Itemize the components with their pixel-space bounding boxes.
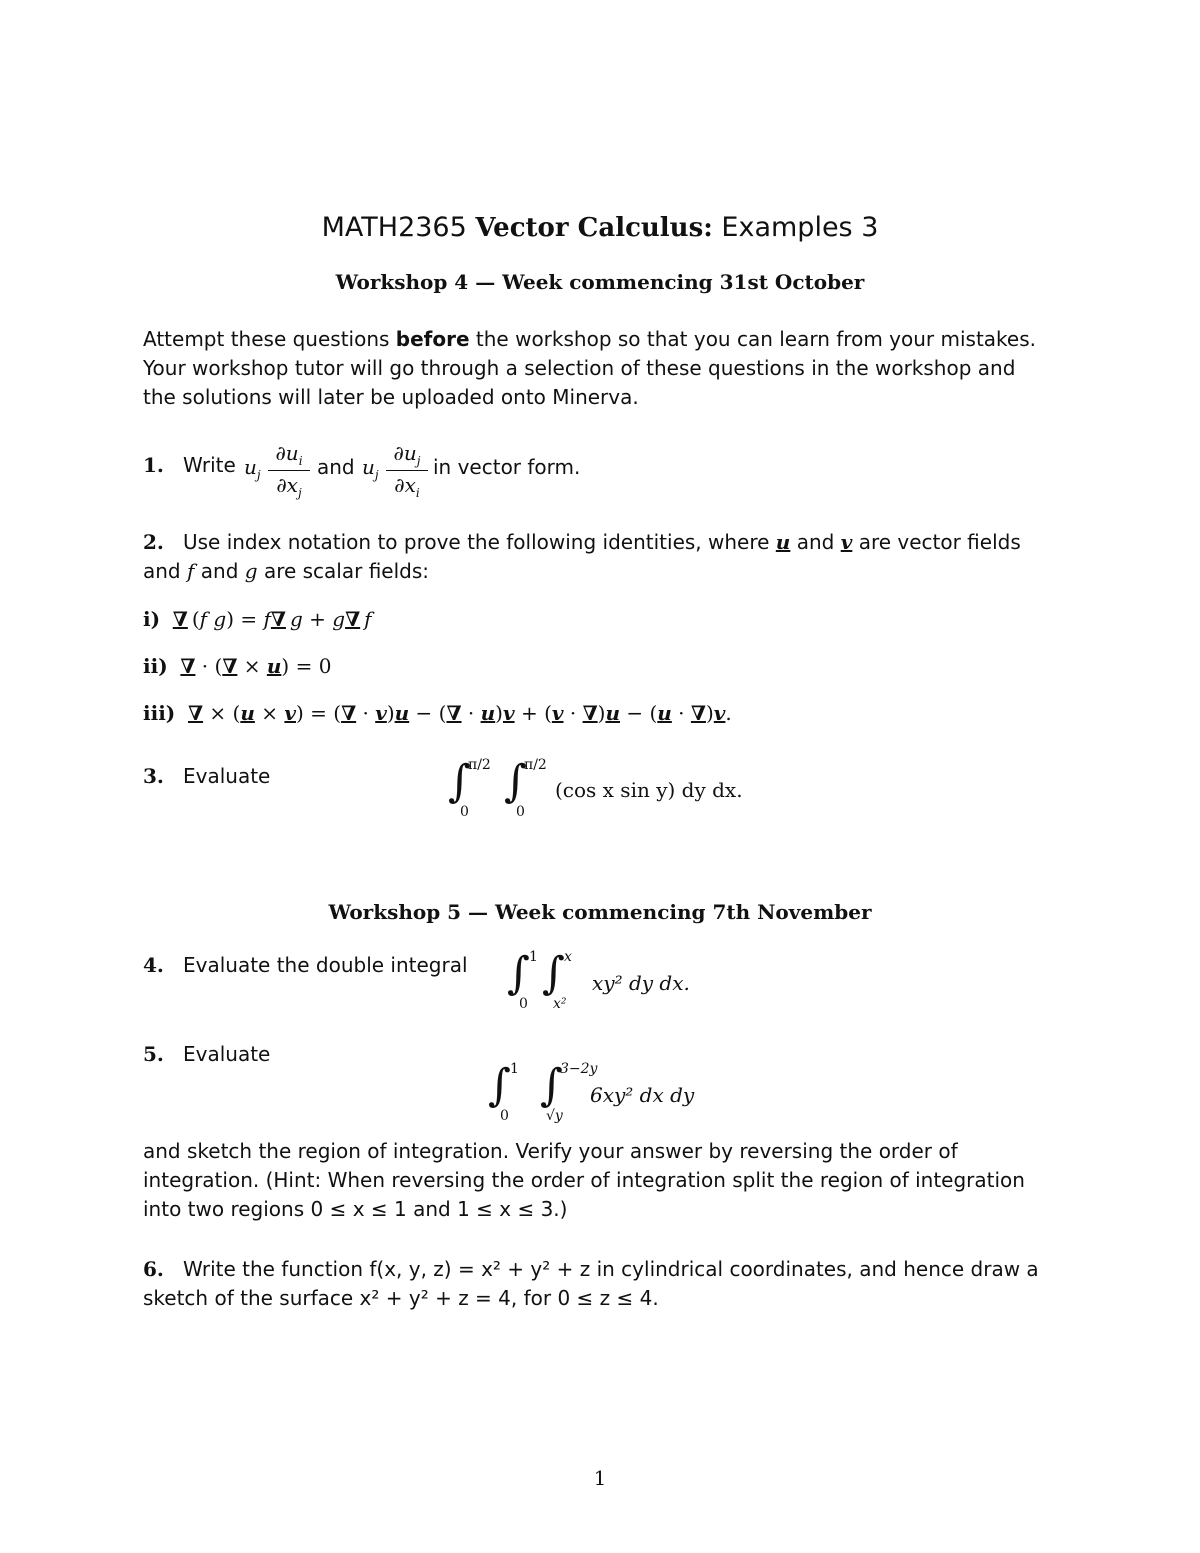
question-6: 6. Write the function f(x, y, z) = x² + y² + z in cylindrical coordinates, and hence draw a sketch of the surface x² + y² + z = 4, for 0 ≤ z ≤ 4. xyxy=(143,1257,1039,1310)
course-code: MATH2365 xyxy=(321,212,467,243)
q1-fraction-2: $\partial u_j$ $\partial x_i$ xyxy=(386,441,428,500)
intro-part2: the workshop so that you can learn from your mistakes. Your workshop tutor will go through a selection of these questions in the workshop and the solutions will later be uploaded onto Minerva. xyxy=(143,327,1037,409)
q3-integrand: (cos x sin y) dy dx. xyxy=(555,778,743,802)
question-1: 1. Write xyxy=(143,453,236,477)
question-number: 1. xyxy=(143,453,164,477)
q1-uj-1: $u_j$ xyxy=(244,455,261,482)
integral-sign: ∫ xyxy=(504,756,527,807)
intro-paragraph xyxy=(143,325,1043,412)
identity-ii: ii) ∇ · (∇ × u) = 0 xyxy=(143,654,332,678)
q5-followup: and sketch the region of integration. Verify your answer by reversing the order of integration. (Hint: When reversing the order of integration split the region of integration into two regions 0 ≤ x ≤ 1 and 1 ≤ x ≤ 3.) xyxy=(143,1139,1025,1221)
integral-sign: ∫ xyxy=(542,948,565,999)
integral-sign: ∫ xyxy=(488,1060,511,1111)
question-number: 2. xyxy=(143,530,164,554)
q1-uj-2: $u_j$ xyxy=(362,455,379,482)
question-4: 4. Evaluate the double integral xyxy=(143,953,468,977)
integral-sign: ∫ xyxy=(540,1060,563,1111)
question-3: 3. Evaluate xyxy=(143,764,271,788)
q1-fraction-1: $\partial u_i$ $\partial x_j$ xyxy=(268,441,310,500)
identity-iii: iii) ∇ × (u × v) = (∇ · v)u − (∇ · u)v + (v · ∇)u − (u · ∇)v. xyxy=(143,701,732,725)
intro-part1: Attempt these questions xyxy=(143,327,390,351)
course-name: Vector Calculus: xyxy=(475,213,713,243)
question-2: 2. Use index notation to prove the following identities, where u and v are vector fields and f and g are scalar fields: xyxy=(143,530,1021,583)
integral-sign: ∫ xyxy=(507,948,530,999)
integral-sign: ∫ xyxy=(448,756,471,807)
question-5: 5. Evaluate xyxy=(143,1042,271,1066)
intro-bold: before xyxy=(395,327,470,351)
workshop-5-heading: Workshop 5 — Week commencing 7th November xyxy=(328,900,872,924)
identity-i: i) ∇ (f g) = f∇ g + g∇ f xyxy=(143,607,372,631)
workshop-4-heading: Workshop 4 — Week commencing 31st October xyxy=(335,270,865,294)
document-title xyxy=(0,212,1200,243)
q5-integrand: 6xy² dx dy xyxy=(590,1083,695,1107)
page-number: 1 xyxy=(593,1466,607,1490)
q4-integrand: xy² dy dx. xyxy=(592,971,690,995)
sheet-name: Examples 3 xyxy=(721,212,879,243)
